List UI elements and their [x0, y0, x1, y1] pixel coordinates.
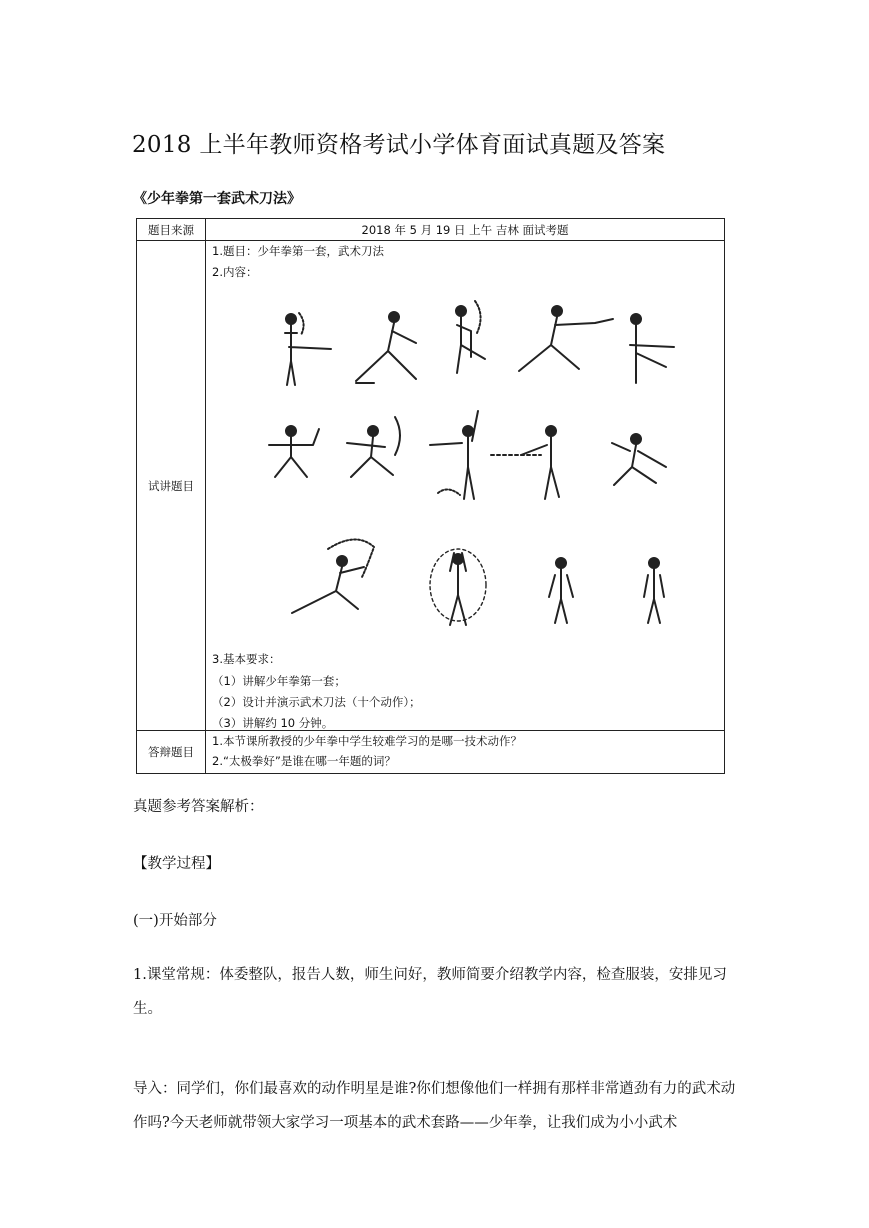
martial-arts-figure-icon: [292, 539, 374, 613]
exam-table: [136, 218, 725, 774]
martial-arts-figure-icon: [347, 417, 400, 477]
answer-label: 答辩题目: [137, 731, 206, 774]
lecture-topic: 1.题目：少年拳第一套，武术刀法: [212, 244, 384, 258]
page-title: 2018 上半年教师资格考试小学体育面试真题及答案: [132, 132, 666, 158]
source-label: 题目来源: [137, 219, 206, 241]
section-title: 《少年拳第一套武术刀法》: [133, 191, 301, 207]
answer-cell: [206, 731, 725, 774]
table-row-answer: [137, 731, 725, 774]
table-row-source: [137, 219, 725, 241]
martial-arts-figure-icon: [430, 549, 486, 625]
requirement-2: （2）设计并演示武术刀法（十个动作）；: [212, 695, 421, 709]
table-row-lecture: [137, 241, 725, 731]
martial-arts-figures: [206, 241, 725, 730]
lecture-label: 试讲题目: [137, 241, 206, 731]
martial-arts-figure-icon: [269, 426, 319, 477]
requirement-1: （1）讲解少年拳第一套；: [212, 674, 346, 688]
martial-arts-figure-icon: [491, 426, 559, 499]
lecture-cell: [206, 241, 725, 731]
martial-arts-figure-icon: [630, 314, 674, 383]
martial-arts-figure-icon: [644, 558, 664, 623]
martial-arts-figure-icon: [285, 313, 331, 385]
part1-heading: (一)开始部分: [133, 913, 217, 929]
requirements-title: 3.基本要求：: [212, 652, 281, 666]
source-value: 2018 年 5 月 19 日 上午 吉林 面试考题: [206, 219, 725, 241]
paragraph-class-routine: 1.课堂常规：体委整队，报告人数，师生问好，教师简要介绍教学内容，检查服装，安排见习生。: [133, 967, 727, 1017]
answer-question-2: 2.“太极拳好”是谁在哪一年题的词？: [212, 754, 396, 768]
martial-arts-figure-icon: [612, 434, 666, 485]
lecture-content-label: 2.内容：: [212, 265, 258, 279]
requirement-3: （3）讲解约 10 分钟。: [212, 716, 334, 730]
martial-arts-figure-icon: [549, 558, 573, 623]
martial-arts-figure-icon: [519, 306, 613, 371]
paragraph-introduction: 导入：同学们，你们最喜欢的动作明星是谁?你们想像他们一样拥有那样非常遒劲有力的武术动作吗?今天老师就带领大家学习一项基本的武术套路——少年拳，让我们成为小小武术: [133, 1081, 736, 1131]
martial-arts-figure-icon: [356, 312, 416, 383]
answer-question-1: 1.本节课所教授的少年拳中学生较难学习的是哪一技术动作？: [212, 734, 522, 748]
martial-arts-figure-icon: [430, 411, 478, 499]
answer-heading: 真题参考答案解析：: [133, 799, 264, 815]
martial-arts-figure-icon: [456, 301, 485, 373]
process-heading: 【教学过程】: [133, 856, 220, 872]
